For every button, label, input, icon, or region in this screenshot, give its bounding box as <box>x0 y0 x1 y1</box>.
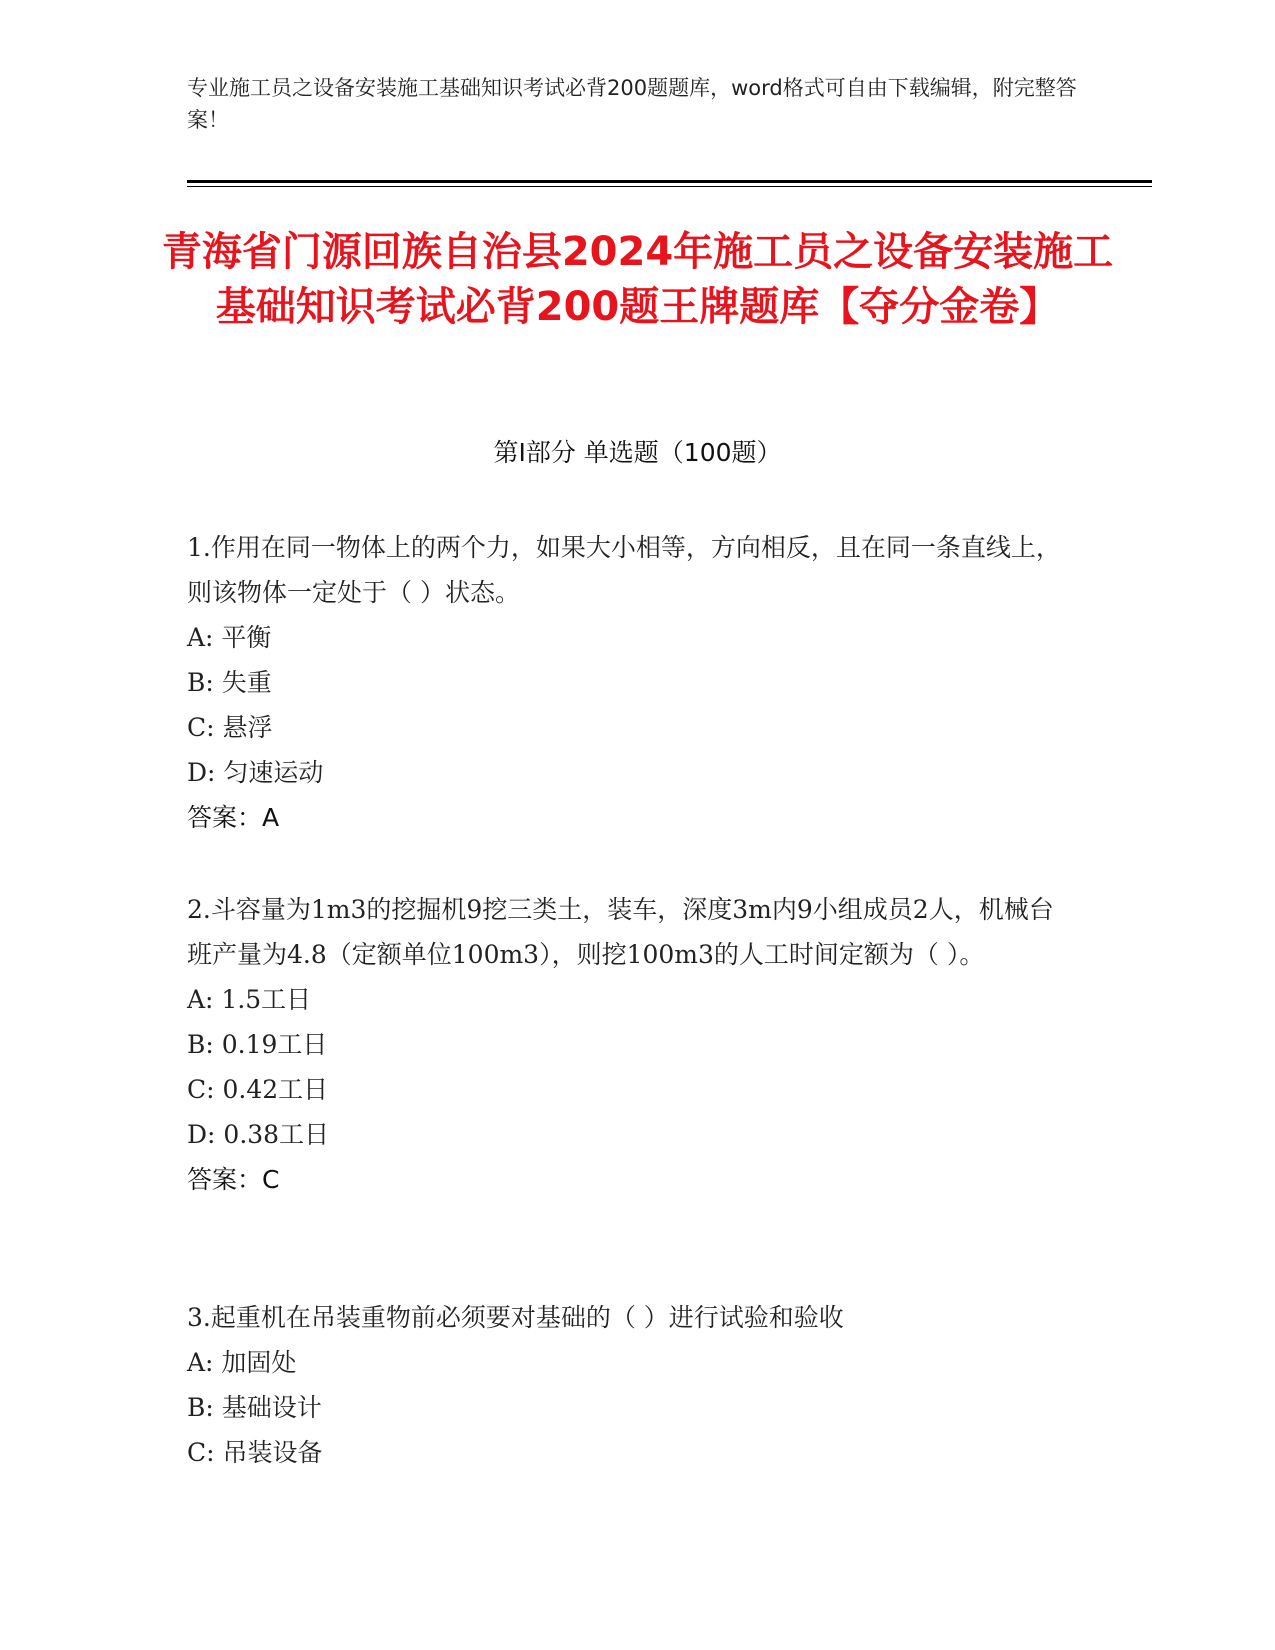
option-a: A: 平衡 <box>187 623 272 652</box>
header-divider-thick <box>187 180 1152 183</box>
option-a: A: 1.5工日 <box>187 985 312 1014</box>
option-c: C: 吊装设备 <box>187 1438 323 1467</box>
answer-line: 答案：C <box>187 1165 280 1194</box>
option-b: B: 0.19工日 <box>187 1030 328 1059</box>
section-heading: 第Ⅰ部分 单选题（100题） <box>493 438 782 467</box>
question-stem: 1.作用在同一物体上的两个力，如果大小相等，方向相反，且在同一条直线上，则该物体一定处于（ ）状态。 <box>187 533 1061 607</box>
option-c: C: 0.42工日 <box>187 1075 329 1104</box>
question-3 <box>187 1295 1077 1475</box>
document-title: 青海省门源回族自治县2024年施工员之设备安装施工基础知识考试必背200题王牌题库【夺分金卷】 <box>161 229 1114 330</box>
option-c: C: 悬浮 <box>187 713 273 742</box>
header-text: 专业施工员之设备安装施工基础知识考试必背200题题库，word格式可自由下载编辑，附完整答案！ <box>187 76 1077 132</box>
answer-line: 答案：A <box>187 803 280 832</box>
question-1 <box>187 525 1077 840</box>
question-2 <box>187 887 1077 1202</box>
question-stem: 2.斗容量为1m3的挖掘机9挖三类土，装车，深度3m内9小组成员2人，机械台班产量为4.8（定额单位100m3），则挖100m3的人工时间定额为（ ）。 <box>187 895 1054 969</box>
question-stem: 3.起重机在吊装重物前必须要对基础的（ ）进行试验和验收 <box>187 1303 844 1332</box>
option-d: D: 0.38工日 <box>187 1120 330 1149</box>
option-b: B: 基础设计 <box>187 1393 322 1422</box>
option-b: B: 失重 <box>187 668 272 697</box>
option-d: D: 匀速运动 <box>187 758 324 787</box>
option-a: A: 加固处 <box>187 1348 297 1377</box>
header-divider-thin <box>187 186 1152 187</box>
